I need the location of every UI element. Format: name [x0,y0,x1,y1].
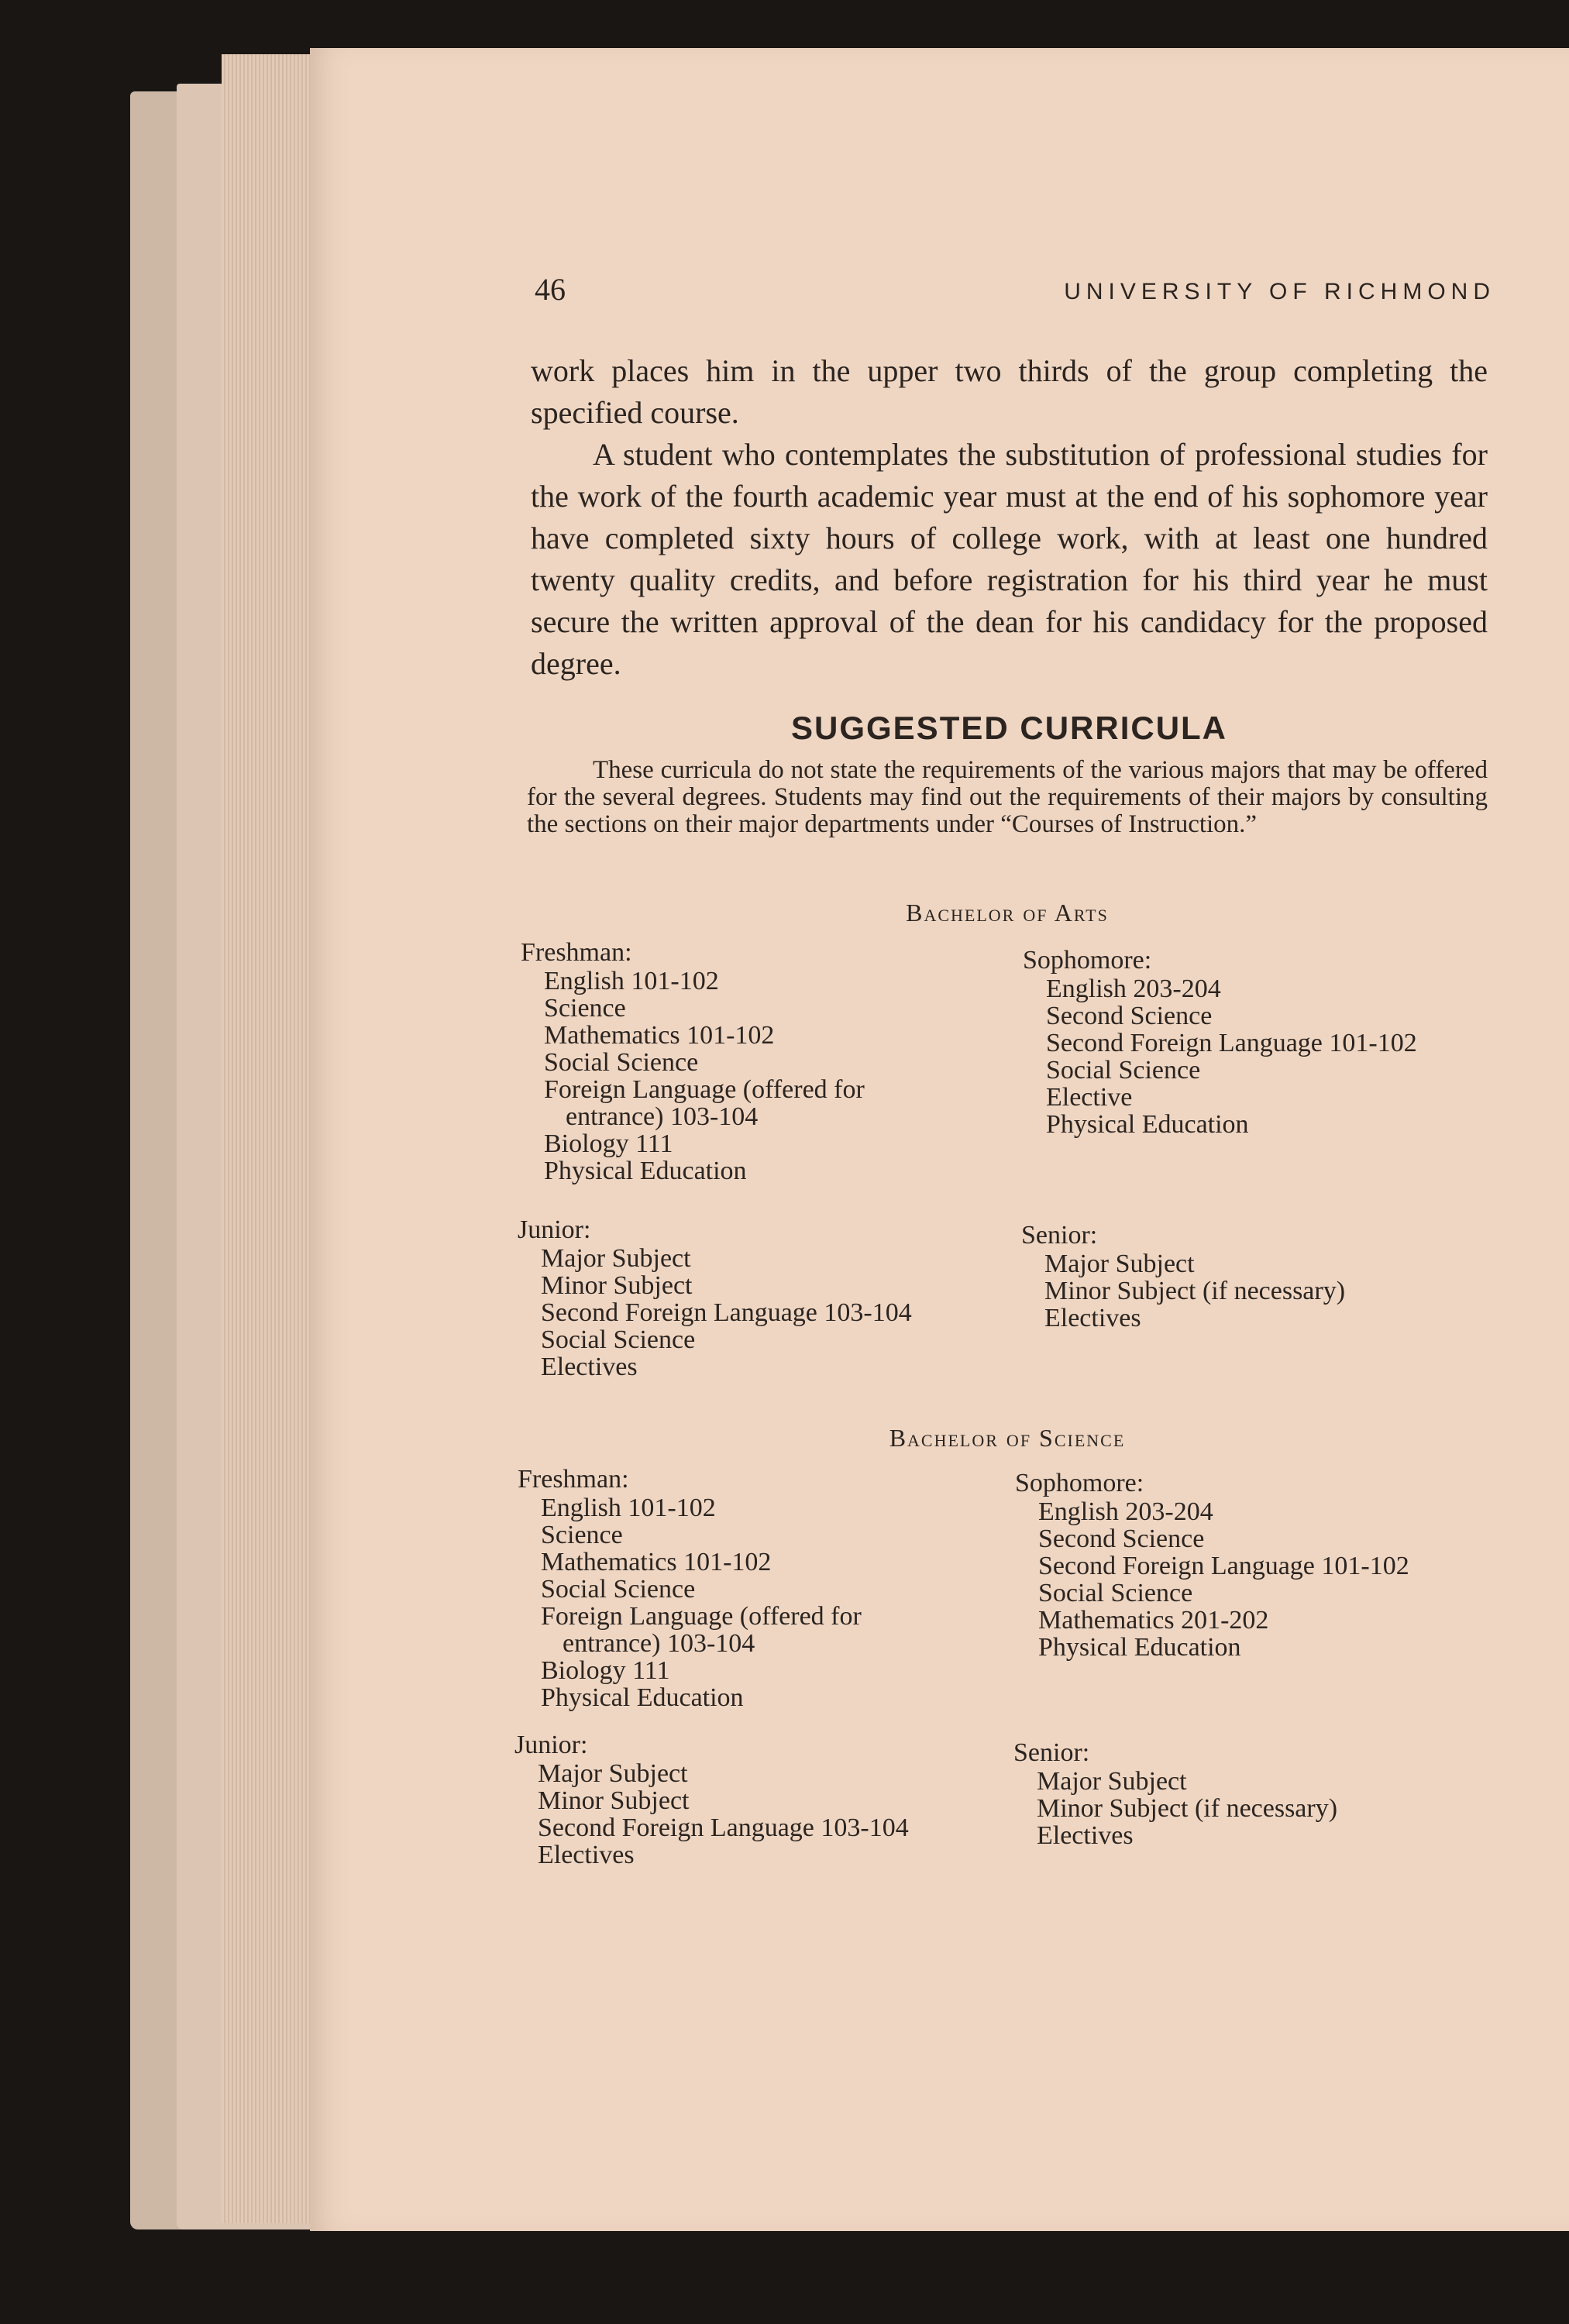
list-item: Biology 111 [541,1656,670,1685]
body-text [531,350,1488,685]
curricula-intro [527,757,1488,838]
list-item: English 101-102 [544,967,719,995]
list-item: Physical Education [544,1157,747,1185]
ba-senior-title: Senior: [1021,1221,1098,1250]
list-item: Foreign Language (offered for [544,1075,865,1104]
list-item: Mathematics 101-102 [544,1021,775,1050]
ba-senior-block [1021,1222,1345,1332]
bs-senior-block [1013,1739,1337,1849]
list-item: Physical Education [1038,1633,1241,1662]
list-item: Electives [541,1353,638,1381]
body-paragraph-2: A student who contemplates the substitution of professional studies for the work of the fourth academic year must at the end of his sophomore year have completed sixty hours of college work, with at least one hundred twenty quality credits, and before registration for his third year he must secure the written approval of the dean for his candidacy for the proposed degree. [531,437,1488,681]
ba-senior-list [1021,1250,1345,1332]
ba-junior-block [518,1216,912,1380]
degree-heading-ba: Bachelor of Arts [906,899,1109,927]
list-item: Minor Subject [541,1271,693,1300]
list-item: entrance) 103-104 [566,1102,759,1131]
list-item: Mathematics 101-102 [541,1548,772,1576]
list-item: Social Science [541,1325,696,1354]
list-item: Electives [1044,1304,1141,1332]
list-item: Foreign Language (offered for [541,1602,862,1631]
list-item: Elective [1046,1083,1133,1112]
list-item: Major Subject [538,1759,688,1788]
ba-sophomore-list [1023,975,1417,1138]
bs-senior-list [1013,1768,1337,1849]
list-item: Social Science [544,1048,699,1077]
list-item: Second Foreign Language 103-104 [538,1813,909,1842]
page-number: 46 [535,272,566,307]
ba-sophomore-title: Sophomore: [1023,946,1152,975]
list-item: Second Science [1038,1525,1205,1553]
list-item: Mathematics 201-202 [1038,1606,1269,1635]
intro-paragraph: These curricula do not state the requirements of the various majors that may be offered for the several degrees. Students may find out the requirements of their majors by consulting the sections on their major departments under “Courses of Instruction.” [527,756,1488,838]
list-item: Social Science [1038,1579,1193,1607]
page-header [535,271,1495,318]
list-item: Electives [1037,1821,1134,1850]
list-item: Minor Subject (if necessary) [1037,1794,1338,1823]
list-item: Minor Subject (if necessary) [1044,1277,1346,1305]
bs-freshman-block [518,1466,862,1711]
ba-junior-list [518,1245,912,1380]
bs-sophomore-title: Sophomore: [1015,1469,1144,1497]
list-item: Second Science [1046,1002,1213,1030]
bs-sophomore-block [1015,1470,1409,1661]
section-title: SUGGESTED CURRICULA [790,710,1228,746]
list-item: Science [541,1521,623,1549]
list-item: Major Subject [1037,1767,1187,1796]
ba-freshman-list [521,968,865,1184]
list-item: English 203-204 [1038,1497,1213,1526]
bs-freshman-title: Freshman: [518,1465,629,1494]
list-item: Minor Subject [538,1786,690,1815]
list-item: English 101-102 [541,1494,716,1522]
list-item: Second Foreign Language 103-104 [541,1298,912,1327]
list-item: Second Foreign Language 101-102 [1038,1552,1409,1580]
book-page-edges [222,54,315,2223]
degree-heading-bs: Bachelor of Science [889,1424,1126,1452]
bs-junior-block [514,1731,909,1868]
list-item: Biology 111 [544,1129,673,1158]
list-item: entrance) 103-104 [563,1629,755,1658]
list-item: Social Science [1046,1056,1201,1085]
list-item: Major Subject [541,1244,691,1273]
bs-junior-list [514,1760,909,1868]
list-item: Social Science [541,1575,696,1604]
bs-freshman-list [518,1494,862,1711]
list-item: Physical Education [1046,1110,1249,1139]
body-paragraph-1: work places him in the upper two thirds of the group completing the specified course. [531,353,1488,430]
bs-sophomore-list [1015,1498,1409,1661]
running-head: UNIVERSITY OF RICHMOND [1064,279,1495,304]
bs-senior-title: Senior: [1013,1738,1090,1767]
ba-freshman-block [521,939,865,1184]
list-item: Major Subject [1044,1250,1195,1278]
list-item: Physical Education [541,1683,744,1712]
list-item: Science [544,994,626,1023]
ba-junior-title: Junior: [518,1215,591,1244]
bs-junior-title: Junior: [514,1731,588,1759]
ba-freshman-title: Freshman: [521,938,632,967]
ba-sophomore-block [1023,947,1417,1138]
list-item: Electives [538,1841,635,1869]
list-item: Second Foreign Language 101-102 [1046,1029,1417,1057]
list-item: English 203-204 [1046,975,1221,1003]
